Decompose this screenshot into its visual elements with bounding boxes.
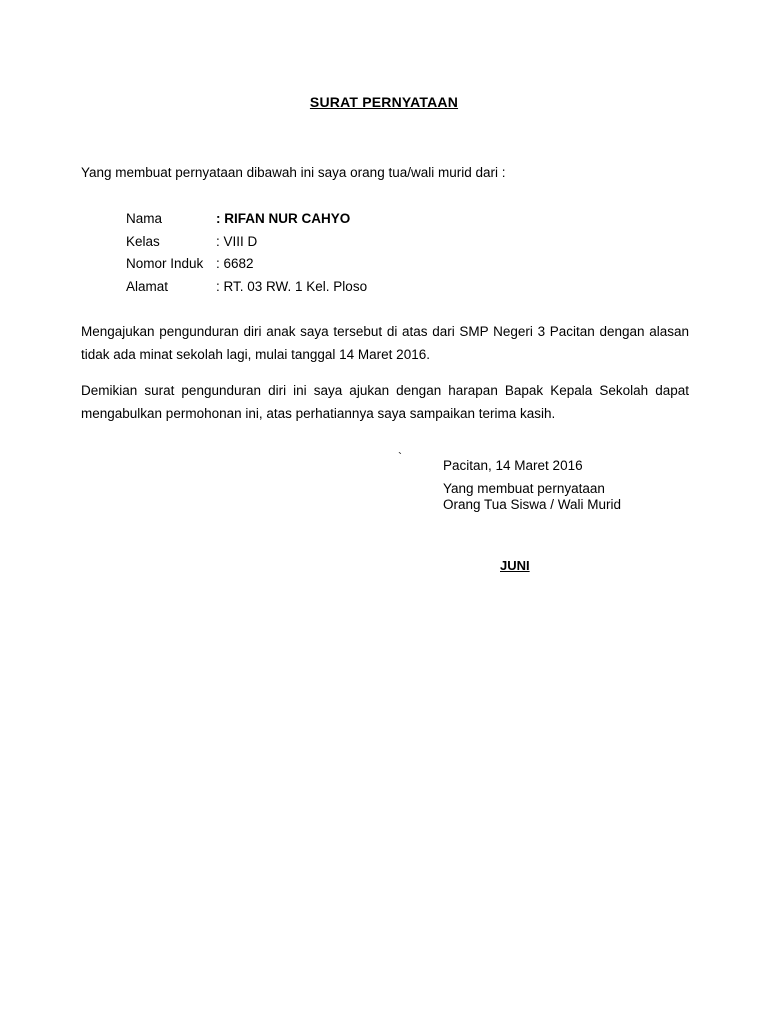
student-identity xyxy=(126,210,367,301)
stray-mark: ` xyxy=(398,450,402,464)
intro-text: Yang membuat pernyataan dibawah ini saya orang tua/wali murid dari : xyxy=(81,165,506,180)
student-class-value: : VIII D xyxy=(216,233,258,249)
student-address-label: Alamat xyxy=(126,279,169,295)
student-class-label: Kelas xyxy=(126,233,160,249)
student-address-row xyxy=(126,278,367,301)
student-name-value: : RIFAN NUR CAHYO xyxy=(216,211,351,226)
place-and-date: Pacitan, 14 Maret 2016 xyxy=(443,458,583,473)
signature-block xyxy=(443,481,621,512)
signature-line-1: Yang membuat pernyataan xyxy=(443,481,605,496)
student-number-value: : 6682 xyxy=(216,256,254,272)
student-class-row xyxy=(126,233,367,256)
student-number-label: Nomor Induk xyxy=(126,256,204,272)
document-title: SURAT PERNYATAAN xyxy=(309,94,459,110)
signature-line-2: Orang Tua Siswa / Wali Murid xyxy=(443,496,622,512)
student-name-label: Nama xyxy=(126,211,163,226)
student-name-row xyxy=(126,210,367,233)
signer-name: JUNI xyxy=(500,558,530,573)
resignation-paragraph: Mengajukan pengunduran diri anak saya tersebut di atas dari SMP Negeri 3 Pacitan dengan alasan tidak ada minat sekolah lagi, mulai tanggal 14 Maret 2016. xyxy=(81,324,689,362)
closing-paragraph: Demikian surat pengunduran diri ini saya ajukan dengan harapan Bapak Kepala Sekolah dapat mengabulkan permohonan ini, atas perhatiannya saya sampaikan terima kasih. xyxy=(81,383,689,421)
student-number-row xyxy=(126,255,367,278)
student-address-value: : RT. 03 RW. 1 Kel. Ploso xyxy=(216,279,368,295)
